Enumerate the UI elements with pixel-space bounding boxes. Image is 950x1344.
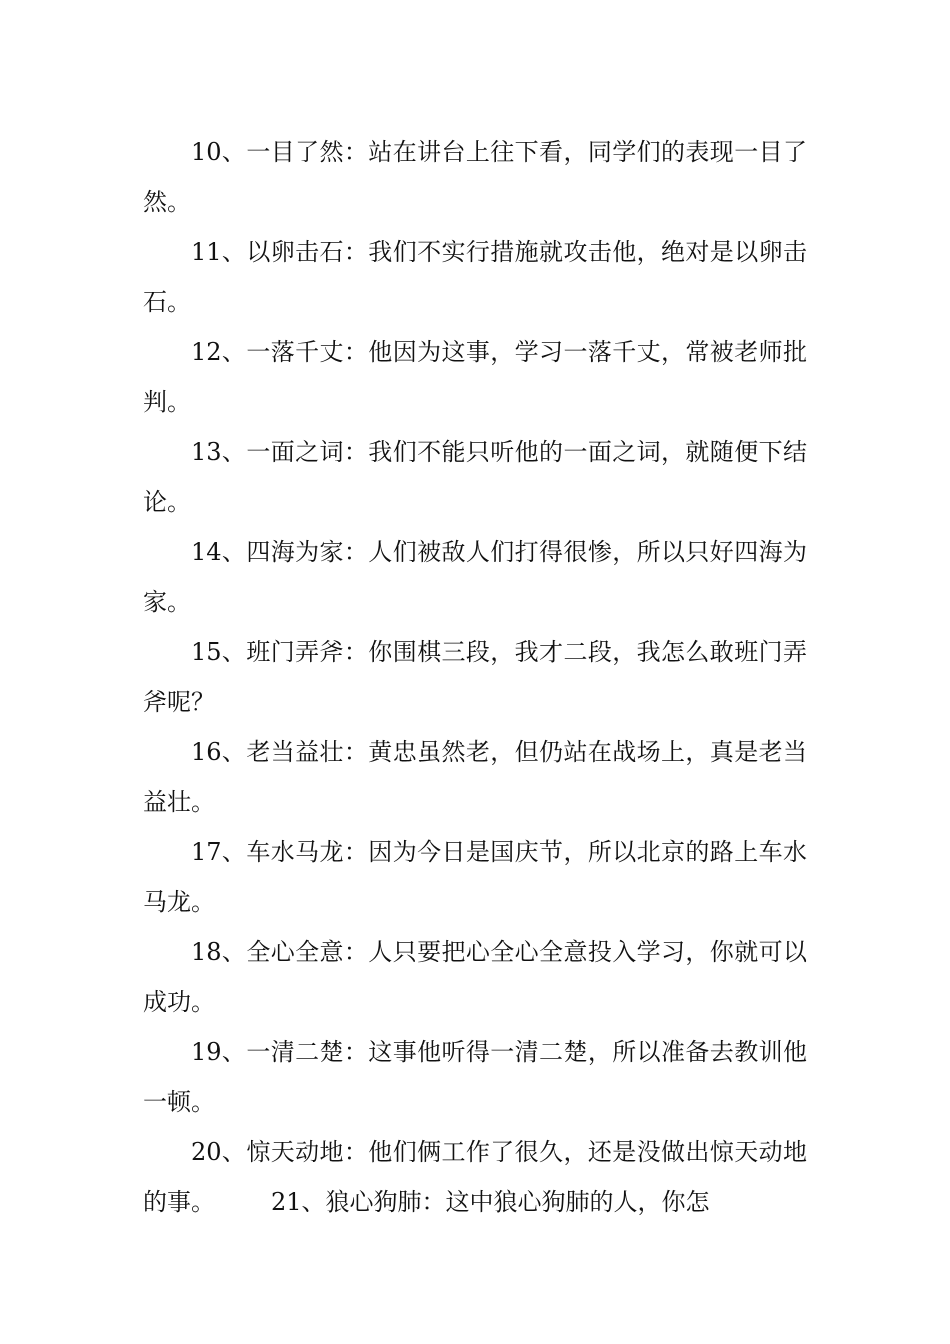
paragraph-12: 12、一落千丈：他因为这事，学习一落千丈，常被老师批判。 [143, 338, 807, 416]
paragraph-14: 14、四海为家：人们被敌人们打得很惨，所以只好四海为家。 [143, 538, 807, 616]
paragraph-15: 15、班门弄斧：你围棋三段，我才二段，我怎么敢班门弄斧呢？ [143, 638, 807, 716]
paragraph-13: 13、一面之词：我们不能只听他的一面之词，就随便下结论。 [143, 438, 807, 516]
document-body [143, 127, 807, 1227]
paragraph-16: 16、老当益壮：黄忠虽然老，但仍站在战场上，真是老当益壮。 [143, 738, 807, 816]
paragraph-11: 11、以卵击石：我们不实行措施就攻击他，绝对是以卵击石。 [143, 238, 807, 316]
paragraph-19: 19、一清二楚：这事他听得一清二楚，所以准备去教训他一顿。 [143, 1038, 807, 1116]
paragraph-20-text: 20、惊天动地：他们俩工作了很久，还是没做出惊天动地的事。 [143, 1138, 807, 1216]
paragraph-21-text: 21、狼心狗肺：这中狼心狗肺的人，你怎 [271, 1188, 710, 1216]
paragraph-10: 10、一目了然：站在讲台上往下看，同学们的表现一目了然。 [143, 138, 807, 216]
paragraph-18: 18、全心全意：人只要把心全心全意投入学习，你就可以成功。 [143, 938, 807, 1016]
paragraph-17: 17、车水马龙：因为今日是国庆节，所以北京的路上车水马龙。 [143, 838, 807, 916]
paragraph-20 [143, 1127, 807, 1227]
